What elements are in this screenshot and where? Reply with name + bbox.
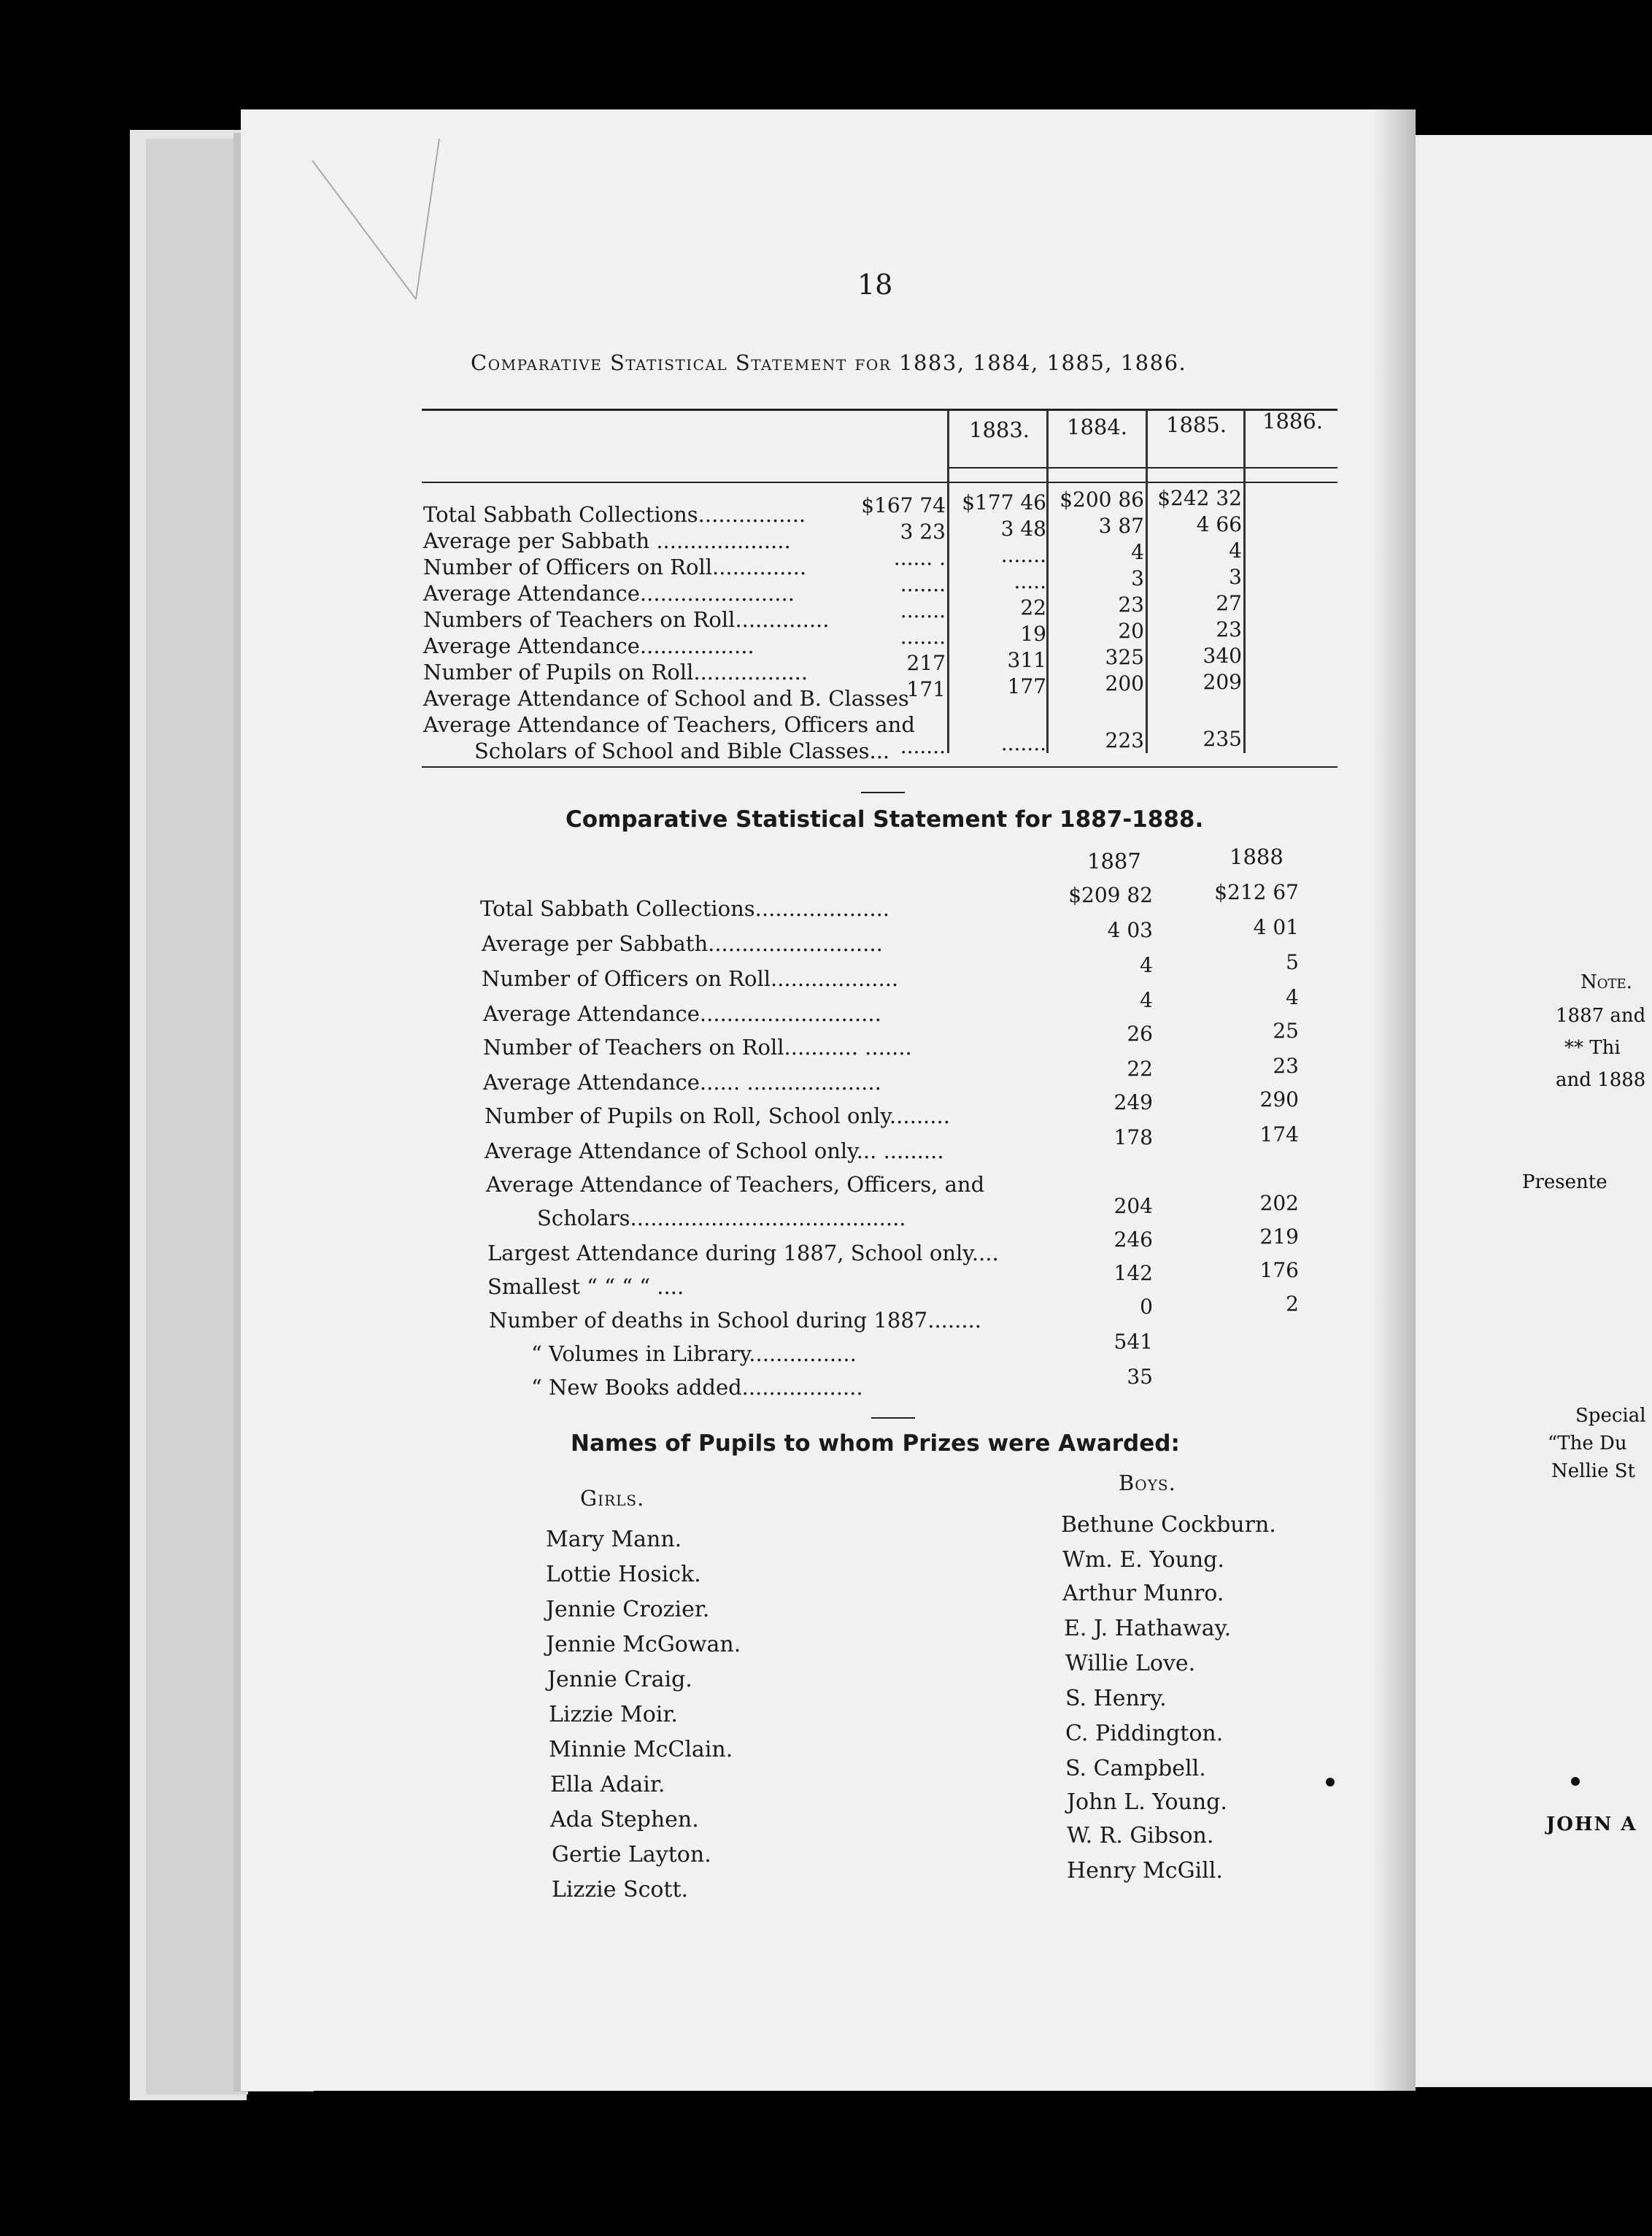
table1-cell: 22: [1020, 595, 1046, 620]
table1-cell: 23: [1118, 593, 1144, 617]
table1-cell: 27: [1216, 591, 1242, 615]
table2-cell: 4 03: [1107, 918, 1153, 942]
table1-cell: $167 74: [861, 493, 946, 517]
table1-cell: 4: [1131, 540, 1144, 564]
table2-cell: 22: [1127, 1057, 1153, 1081]
table1-cell: 19: [1020, 622, 1046, 646]
table2-cell: 35: [1127, 1365, 1153, 1389]
table1-row-label: Average Attendance of Teachers, Officers and: [423, 712, 915, 737]
table2-row-label: Scholars.........................................: [537, 1206, 906, 1230]
list-item: S. Henry.: [1065, 1686, 1167, 1711]
section-divider: [861, 792, 905, 793]
table1-cell: 20: [1118, 619, 1144, 643]
table1-row-label: Number of Officers on Roll..............: [423, 555, 807, 579]
table1-cell: 325: [1105, 645, 1144, 669]
page-stack-edge-shadow: [146, 139, 248, 2094]
table2-cell: $212 67: [1214, 880, 1299, 904]
table1-col-divider: [1046, 410, 1049, 753]
list-item: C. Piddington.: [1065, 1721, 1224, 1746]
table2-row-label: Largest Attendance during 1887, School only....: [487, 1241, 999, 1265]
right-fragment: ** Thi: [1564, 1037, 1621, 1059]
table1-cell: 311: [1007, 648, 1046, 672]
table1-cell: .......: [1000, 543, 1046, 567]
table1-cell: 4 66: [1196, 512, 1242, 536]
table2-cell: 25: [1273, 1019, 1299, 1043]
table1-row-label: Total Sabbath Collections................: [423, 502, 806, 527]
ink-dot: [1326, 1778, 1335, 1786]
right-fragment: Special: [1575, 1405, 1646, 1427]
table2-row-label: Number of Pupils on Roll, School only.........: [485, 1103, 950, 1128]
list-item: E. J. Hathaway.: [1064, 1616, 1232, 1641]
table2-row-label: Average per Sabbath..........................: [482, 931, 883, 956]
table1-cell: 177: [1007, 674, 1046, 698]
table1-cell: ...... .: [893, 546, 946, 570]
table1-year-header: 1885.: [1166, 412, 1227, 437]
table1-cell: $242 32: [1157, 486, 1242, 510]
list-item: John L. Young.: [1067, 1789, 1227, 1815]
table2-cell: 204: [1113, 1194, 1153, 1218]
table1-row-label: Scholars of School and Bible Classes...: [474, 739, 890, 763]
table2-cell: 246: [1113, 1227, 1153, 1252]
list-item: Lizzie Scott.: [552, 1877, 689, 1902]
table1-cell: 3: [1131, 566, 1144, 590]
list-item: W. R. Gibson.: [1067, 1823, 1214, 1848]
table2-cell: $209 82: [1068, 883, 1153, 907]
list-item: Jennie Craig.: [547, 1667, 692, 1692]
table1-row-label: Average per Sabbath ....................: [423, 528, 791, 553]
table1-row-label: Average Attendance.......................: [423, 581, 795, 606]
table1-cell: 23: [1216, 617, 1242, 641]
page-gutter: [1372, 109, 1416, 2091]
list-item: Willie Love.: [1065, 1651, 1196, 1676]
table2-row-label: Average Attendance of Teachers, Officers, and: [486, 1172, 985, 1197]
list-item: Lottie Hosick.: [546, 1562, 701, 1587]
list-item: Minnie McClain.: [549, 1737, 733, 1762]
table1-row-label: Numbers of Teachers on Roll..............: [423, 607, 830, 632]
table2-year-header: 1888: [1230, 844, 1284, 869]
list-item: Jennie Crozier.: [546, 1597, 710, 1622]
table1-cell: 340: [1203, 644, 1242, 668]
table1-cell: 3: [1229, 565, 1242, 589]
table2-cell: 0: [1140, 1295, 1153, 1319]
right-fragment: “The Du: [1548, 1433, 1627, 1454]
table2-row-label: Total Sabbath Collections....................: [480, 896, 890, 921]
table1-cell: 223: [1105, 728, 1144, 752]
table1-cell: $177 46: [962, 490, 1046, 514]
table1-cell: .......: [900, 572, 946, 596]
table2-row-label: Number of Teachers on Roll........... .......: [483, 1035, 912, 1060]
table1-cell: .......: [900, 625, 946, 649]
table1-col-divider: [947, 410, 949, 753]
table1-bottom-rule: [422, 766, 1338, 768]
table1-col-divider: [1146, 410, 1148, 753]
list-item: Bethune Cockburn.: [1061, 1512, 1276, 1538]
list-item: Lizzie Moir.: [549, 1702, 678, 1727]
boys-heading: Boys.: [1119, 1470, 1176, 1495]
table1-cell: 3 23: [900, 520, 946, 544]
table2-cell: 290: [1259, 1087, 1299, 1111]
table2-cell: 4: [1140, 988, 1153, 1012]
table2-row-label: “ New Books added..................: [531, 1375, 863, 1400]
table1-year-header: 1883.: [969, 417, 1030, 442]
table2-row-label: Number of deaths in School during 1887........: [489, 1308, 981, 1333]
list-item: S. Campbell.: [1065, 1756, 1206, 1781]
table2-cell: 178: [1113, 1125, 1153, 1149]
girls-heading: Girls.: [580, 1486, 645, 1511]
table1-cell: 4: [1229, 539, 1242, 563]
table2-cell: 176: [1259, 1258, 1299, 1282]
table2-cell: 202: [1259, 1191, 1299, 1215]
right-fragment: Note.: [1580, 971, 1632, 993]
table2-cell: 5: [1286, 950, 1299, 974]
table2-cell: 249: [1113, 1090, 1153, 1114]
prizes-title: Names of Pupils to whom Prizes were Awarded:: [571, 1430, 1180, 1457]
table1-cell: 171: [906, 677, 946, 701]
right-fragment: JOHN A: [1546, 1813, 1637, 1835]
right-fragment: 1887 and: [1556, 1005, 1646, 1027]
table1-cell: .....: [1014, 569, 1046, 593]
right-fragment: Nellie St: [1551, 1460, 1635, 1482]
page-number: 18: [857, 269, 893, 301]
table2-row-label: “ Volumes in Library................: [531, 1341, 857, 1366]
table2-year-header: 1887: [1087, 849, 1141, 874]
list-item: Ella Adair.: [550, 1772, 665, 1797]
table2-title: Comparative Statistical Statement for 1887-1888.: [566, 806, 1204, 833]
list-item: Wm. E. Young.: [1062, 1547, 1224, 1573]
right-fragment: Presente: [1522, 1171, 1607, 1193]
table1-row-label: Number of Pupils on Roll.................: [423, 660, 808, 685]
table2-cell: 174: [1259, 1122, 1299, 1146]
table2-row-label: Average Attendance of School only... .........: [485, 1138, 944, 1163]
table1-col-divider: [1243, 410, 1246, 753]
table2-cell: 142: [1113, 1261, 1153, 1285]
list-item: Gertie Layton.: [552, 1842, 711, 1867]
table1-cell: .......: [900, 734, 946, 758]
table1-header-bottom-rule: [422, 482, 1338, 483]
table2-cell: 4: [1286, 985, 1299, 1009]
table2-cell: 219: [1259, 1225, 1299, 1249]
table2-cell: 26: [1127, 1022, 1153, 1046]
ink-dot: [1571, 1777, 1580, 1786]
table1-top-rule: [422, 409, 1338, 411]
facing-page: [1411, 135, 1652, 2087]
table2-cell: 4 01: [1253, 915, 1299, 939]
table1-cell: 200: [1105, 671, 1144, 695]
table1-header-rule: [949, 467, 1338, 469]
table1-cell: .......: [1000, 731, 1046, 755]
table1-cell: 3 48: [1000, 517, 1046, 541]
table1-cell: $200 86: [1059, 487, 1144, 512]
table2-cell: 23: [1273, 1054, 1299, 1078]
table2-cell: 2: [1286, 1292, 1299, 1316]
table1-year-header: 1884.: [1067, 415, 1128, 439]
table2-row-label: Smallest “ “ “ “ ....: [487, 1274, 684, 1299]
table1-row-label: Average Attendance of School and B. Classes: [423, 686, 909, 711]
table1-cell: 209: [1203, 670, 1242, 694]
table2-row-label: Number of Officers on Roll...................: [482, 966, 899, 991]
page-fold-mark: [241, 109, 606, 328]
table2-cell: 541: [1113, 1330, 1153, 1354]
list-item: Arthur Munro.: [1062, 1581, 1224, 1606]
list-item: Ada Stephen.: [550, 1807, 699, 1832]
section-divider: [871, 1417, 915, 1419]
list-item: Mary Mann.: [546, 1527, 682, 1552]
table1-year-header: 1886.: [1262, 409, 1324, 433]
table1-cell: .......: [900, 598, 946, 622]
table1-cell: 235: [1203, 727, 1242, 751]
table2-row-label: Average Attendance...... ....................: [483, 1070, 881, 1095]
table1-cell: 217: [906, 651, 946, 675]
list-item: Henry McGill.: [1067, 1858, 1223, 1884]
right-fragment: and 1888: [1556, 1069, 1646, 1091]
table1-cell: 3 87: [1098, 514, 1144, 538]
list-item: Jennie McGowan.: [546, 1632, 741, 1657]
table2-cell: 4: [1140, 953, 1153, 977]
table1-title: Comparative Statistical Statement for 1883, 1884, 1885, 1886.: [471, 350, 1187, 375]
table1-row-label: Average Attendance.................: [423, 633, 754, 658]
table2-row-label: Average Attendance...........................: [483, 1001, 881, 1026]
